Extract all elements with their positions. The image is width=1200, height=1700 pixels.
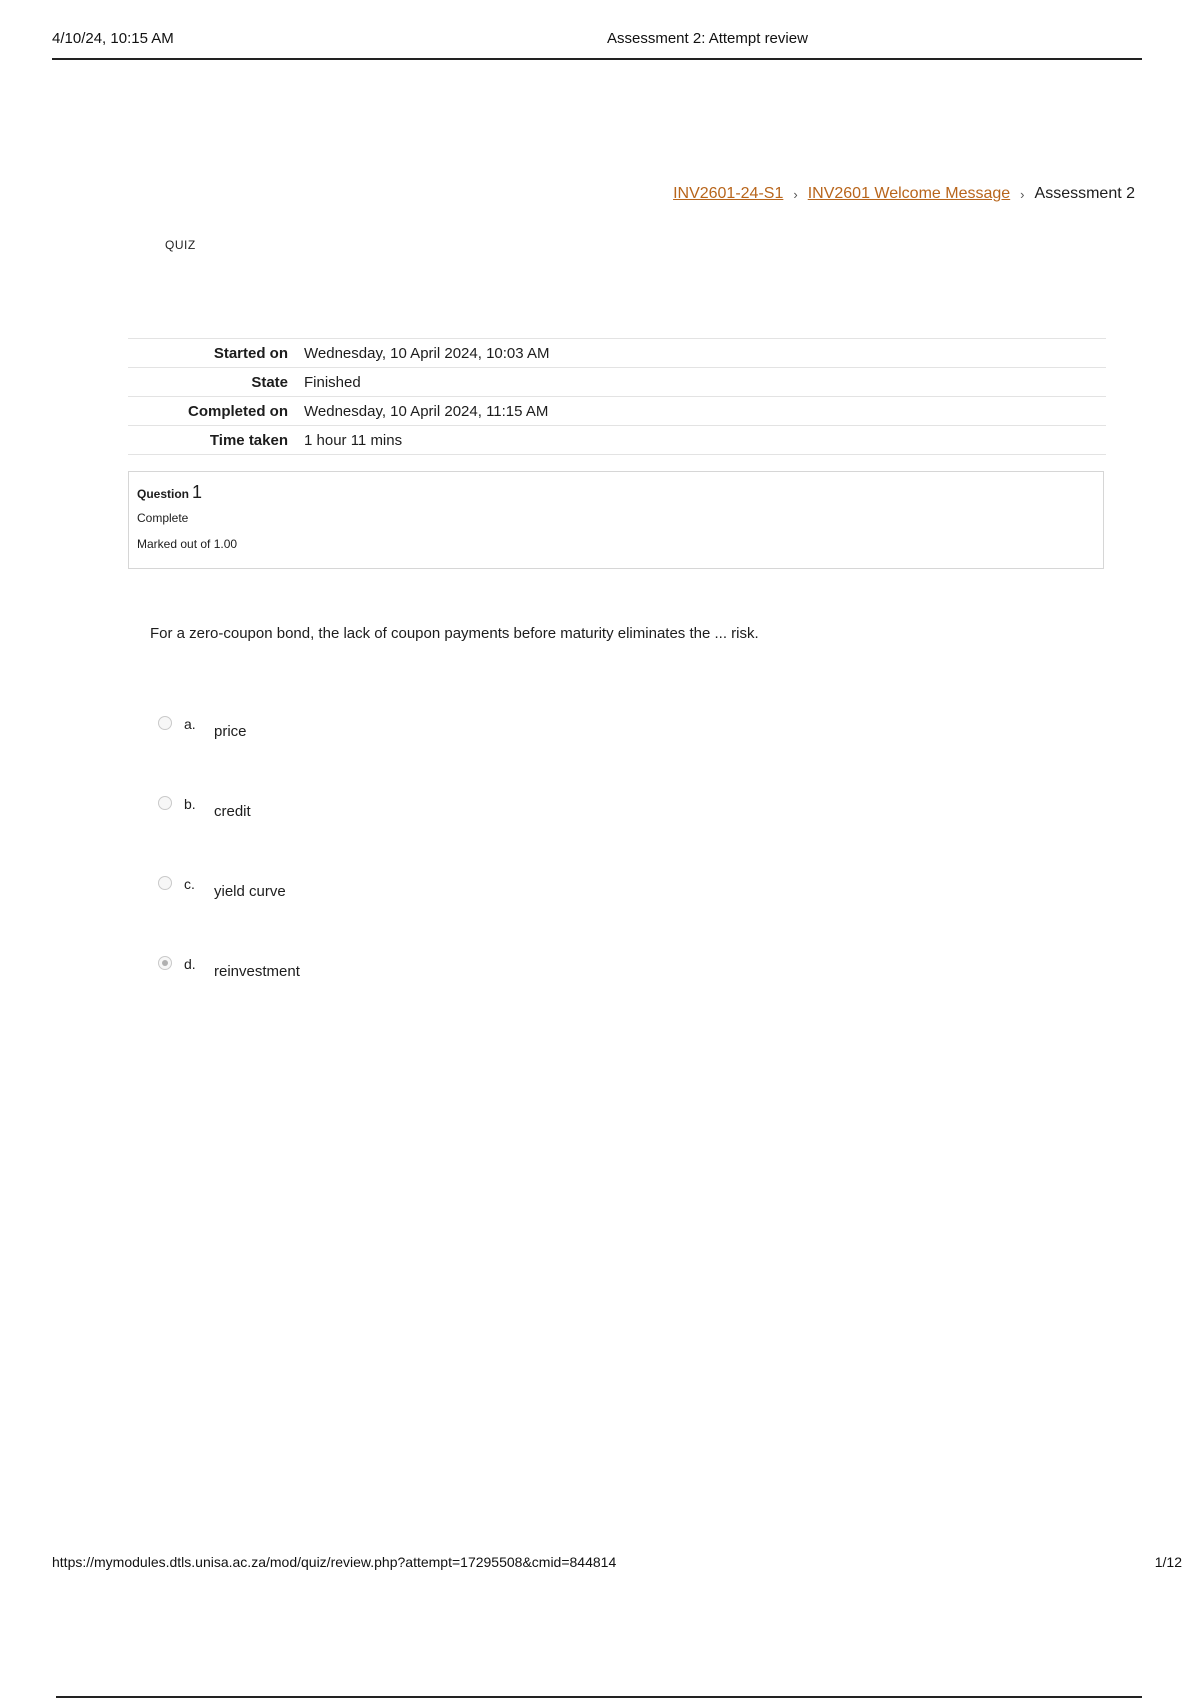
- answer-letter: a.: [184, 716, 196, 732]
- completed-on-value: Wednesday, 10 April 2024, 11:15 AM: [304, 402, 549, 420]
- summary-row-completed: [128, 397, 1106, 426]
- question-label: Question: [137, 487, 190, 501]
- attempt-summary-table: [128, 338, 1106, 455]
- page-number: 1/12: [1154, 1554, 1182, 1570]
- radio-button-selected[interactable]: [158, 956, 172, 970]
- summary-row-started: [128, 339, 1106, 368]
- time-taken-value: 1 hour 11 mins: [304, 431, 403, 449]
- divider: [56, 1696, 1142, 1698]
- radio-button[interactable]: [158, 716, 172, 730]
- answer-text: reinvestment: [214, 963, 300, 980]
- breadcrumb-current: Assessment 2: [1034, 185, 1135, 202]
- answer-text: credit: [214, 803, 251, 820]
- print-date: 4/10/24, 10:15 AM: [52, 30, 174, 47]
- question-info-box: [128, 471, 1104, 569]
- print-title: Assessment 2: Attempt review: [607, 30, 808, 47]
- question-number: [137, 482, 1095, 503]
- summary-row-time: [128, 426, 1106, 455]
- started-on-value: Wednesday, 10 April 2024, 10:03 AM: [304, 344, 550, 362]
- print-url: https://mymodules.dtls.unisa.ac.za/mod/quiz/review.php?attempt=17295508&cmid=844814: [52, 1554, 617, 1570]
- summary-row-state: [128, 368, 1106, 397]
- started-on-label: Started on: [213, 344, 288, 362]
- radio-button[interactable]: [158, 796, 172, 810]
- state-label: State: [251, 373, 288, 391]
- breadcrumb-link-welcome[interactable]: INV2601 Welcome Message: [807, 185, 1011, 202]
- question-grade: Marked out of 1.00: [137, 537, 238, 551]
- answer-text: price: [214, 723, 247, 740]
- answer-letter: b.: [184, 796, 196, 812]
- activity-type-label: QUIZ: [165, 238, 196, 252]
- answer-letter: d.: [184, 956, 196, 972]
- chevron-right-icon: ›: [1020, 186, 1025, 202]
- question-text: For a zero-coupon bond, the lack of coupon payments before maturity eliminates the ... risk.: [150, 625, 759, 642]
- answer-text: yield curve: [214, 883, 286, 900]
- question-number-value: 1: [192, 482, 203, 502]
- completed-on-label: Completed on: [188, 402, 288, 420]
- state-value: Finished: [304, 373, 361, 391]
- time-taken-label: Time taken: [209, 431, 288, 449]
- chevron-right-icon: ›: [793, 186, 798, 202]
- print-header: [52, 28, 1142, 60]
- radio-button[interactable]: [158, 876, 172, 890]
- answer-letter: c.: [184, 876, 195, 892]
- question-state: Complete: [137, 511, 189, 525]
- breadcrumb-link-course[interactable]: INV2601-24-S1: [673, 185, 784, 202]
- breadcrumb: [673, 185, 1135, 203]
